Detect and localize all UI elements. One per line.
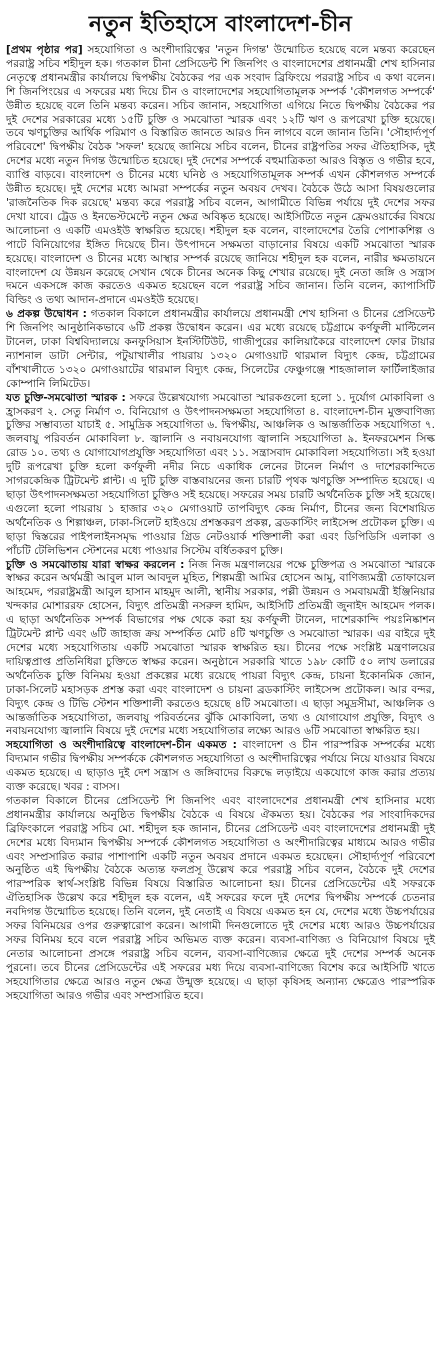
paragraph-cooperation [6, 739, 435, 795]
subheading-signatories: চুক্তি ও সমঝোতায় যারা স্বাক্ষর করলেন : [6, 558, 185, 571]
headline: নতুন ইতিহাসে বাংলাদেশ-চীন [88, 12, 353, 37]
subheading-projects: ৬ প্রকল্প উদ্বোধন : [6, 308, 87, 321]
paragraph-signatories [6, 559, 435, 740]
paragraph-lead: [প্রথম পৃষ্ঠার পর] [6, 44, 83, 56]
paragraph-text: নিজ নিজ মন্ত্রণালয়ের পক্ষে চুক্তিপত্র ও সমঝোতা স্মারকে স্বাক্ষর করেন অর্থমন্ত্রী আবুল মাল আবদুল মুহিত, শিল্পমন্ত্রী আমির হোসেন আমু, বাণিজ্যমন্ত্রী তোফায়েল আহমেদ, পররাষ্ট্রমন্ত্রী আবুল হাসান মাহমুদ আলী, স্থানীয় সরকার, পল্লী উন্নয়ন ও সমবায়মন্ত্রী ইঞ্জিনিয়ার খন্দকার মোশাররফ হোসেন, বিদ্যুৎ প্রতিমন্ত্রী নসরুল হামিদ, আইসিটি প্রতিমন্ত্রী জুনাইদ আহমেদ পলক। এ ছাড়া অর্থনৈতিক সম্পর্ক বিভাগের পক্ষ থেকে করা হয় কর্ণফুলী টানেল, দাশেরকান্দি পয়ঃনিষ্কাশন ট্রিটমেন্ট প্লান্ট এবং ৬টি জাহাজ ক্রয় সম্পর্কিত মোট ৪টি ঋণচুক্তি ও সমঝোতা স্মারক। এর বাইরে দুই দেশের মধ্যে সহযোগিতায় একটি সমঝোতা স্মারক স্বাক্ষরিত হয়। চীনের পক্ষে সংশ্লিষ্ট মন্ত্রণালয়ের দায়িত্বপ্রাপ্ত প্রতিনিধিরা চুক্তিতে স্বাক্ষর করেন। অনুষ্ঠানে সরকারি খাতে ১৯৮ কোটি ৫০ লাখ ডলারের অর্থনৈতিক চুক্তি বিনিময় হওয়া প্রকল্পের মধ্যে রয়েছে পায়রা বিদ্যুৎ কেন্দ্র, চায়না ইকোনমিক জোন, ঢাকা-সিলেট মহাসড়ক প্রশস্ত করা এবং বাংলাদেশ ও চায়না ব্রডকাস্টিং লাইসেন্স প্রটোকল। আর বন্দর, বিদ্যুৎ কেন্দ্র ও টিভি স্টেশন শক্তিশালী করতেও হয়েছে ৪টি সমঝোতা। এ ছাড়া সমুদ্রসীমা, আঞ্চলিক ও আন্তর্জাতিক সহযোগিতা, জলবায়ু পরিবর্তনের ঝুঁকি মোকাবিলা, তথ্য ও যোগাযোগ প্রযুক্তি, বিদ্যুৎ ও নবায়নযোগ্য জ্বালানি বিষয়ে দুই দেশের মধ্যে সহযোগিতার লক্ষ্যে আরও ৬টি সমঝোতা স্বাক্ষরিত হয়। [6, 558, 436, 738]
paragraph-agreements [6, 392, 435, 559]
top-strip [6, 0, 435, 10]
paragraph-text: সফরে উল্লেখযোগ্য সমঝোতা স্মারকগুলো হলো ১. দুর্যোগ মোকাবিলা ও হ্রাসকরণ ২. সেতু নির্মাণ ৩. বিনিয়োগ ও উৎপাদনসক্ষমতা সহযোগিতা ৪. বাংলাদেশ-চীন মুক্তবাণিজ্য চুক্তির সম্ভাব্যতা যাচাই ৫. সামুদ্রিক সহযোগিতা ৬. দ্বিপক্ষীয়, আঞ্চলিক ও আন্তর্জাতিক সহযোগিতা ৭. জলবায়ু পরিবর্তন মোকাবিলা ৮. জ্বালানি ও নবায়নযোগ্য জ্বালানি সহযোগিতা ৯. ইনফরমেশন সিল্ক রোড ১০. তথ্য ও যোগাযোগপ্রযুক্তি সহযোগিতা এবং ১১. সন্ত্রাসবাদ মোকাবিলা সহযোগিতা। সই হওয়া দুটি রূপরেখা চুক্তি হলো কর্ণফুলী নদীর নিচে একাধিক লেনের টানেল নির্মাণ ও দাশেরকান্দিতে সাগরকেন্দ্রিক ট্রিটমেন্ট প্লান্ট। এ দুটি চুক্তি বাস্তবায়নের জন্য চারটি পৃথক ঋণচুক্তি সম্পাদিত হয়েছে। এ ছাড়া উৎপাদনসক্ষমতা সহযোগিতা চুক্তিও সই হয়েছে। সফরের সময় চারটি অর্থনৈতিক চুক্তি সই হয়েছে। এগুলো হলো পায়রায় ১ হাজার ৩২০ মেগাওয়াট তাপবিদ্যুৎ কেন্দ্র নির্মাণ, চীনের জন্য বিশেষায়িত অর্থনৈতিক ও শিল্পাঞ্চল, ঢাকা-সিলেট হাইওয়ে প্রশস্তকরণ প্রকল্প, ব্রডকাস্টিং লাইসেন্স প্রটোকল চুক্তি। এ ছাড়া দ্বিস্তরের পাইপলাইনসমৃদ্ধ পাওয়ার গ্রিড নেটওয়ার্ক শক্তিশালী করা এবং ডিপিডিসি এলাকা ও পাঁচটি টেলিভিশন স্টেশনের মধ্যে পাওয়ার সিস্টেম বর্ধিতকরণ চুক্তি। [6, 391, 435, 557]
paragraph-text: বাংলাদেশ ও চীন পারস্পরিক সম্পর্কের মধ্যে বিদ্যমান গভীর দ্বিপক্ষীয় সম্পর্ককে কৌশলগত সহযোগিতা ও অংশীদারিত্বের পর্যায়ে নিয়ে যাওয়ার বিষয়ে একমত হয়েছে। এ ছাড়াও দুই দেশ সন্ত্রাস ও জঙ্গিবাদের বিরুদ্ধে লড়াইয়ে একযোগে কাজ করার প্রত্যয় ব্যক্ত করেছে। খবর : বাসস। [6, 739, 436, 794]
paragraph-intro [6, 44, 435, 308]
paragraph-briefing [6, 795, 435, 1004]
subheading-cooperation: সহযোগিতা ও অংশীদারিত্বে বাংলাদেশ-চীন একমত : [6, 739, 237, 752]
paragraph-projects [6, 308, 435, 391]
paragraph-text: গতকাল বিকালে প্রধানমন্ত্রীর কার্যালয়ে প্রধানমন্ত্রী শেখ হাসিনা ও চীনের প্রেসিডেন্ট শি জিনপিং আনুষ্ঠানিকভাবে ৬টি প্রকল্প উদ্বোধন করেন। এর মধ্যে রয়েছে চট্টগ্রামে কর্ণফুলী মাল্টিলেন টানেল, ঢাকা বিশ্ববিদ্যালয়ে কনফুসিয়াস ইনস্টিটিউট, গাজীপুরের কালিয়াকৈরে বাংলাদেশ ফোর টায়ার ন্যাশনাল ডাটা সেন্টার, পটুয়াখালীর পায়রায় ১৩২০ মেগাওয়াট থারমাল বিদ্যুৎ কেন্দ্র, চট্টগ্রামের বাঁশখালীতে ১৩২০ মেগাওয়াটের থারমাল বিদ্যুৎ কেন্দ্র, সিলেটের ফেঞ্চুগঞ্জে শাহজালাল ফার্টিলাইজার কোম্পানি লিমিটেড। [6, 308, 435, 390]
article-body [6, 44, 435, 1004]
paragraph-text: গতকাল বিকালে চীনের প্রেসিডেন্ট শি জিনপিং এবং বাংলাদেশের প্রধানমন্ত্রী শেখ হাসিনার মধ্যে প্রধানমন্ত্রীর কার্যালয়ে অনুষ্ঠিত দ্বিপক্ষীয় বৈঠকে এ বিষয়ে ঐকমত্য হয়। বৈঠকের পর সাংবাদিকদের ব্রিফিংকালে পররাষ্ট্র সচিব মো. শহীদুল হক জানান, চীনের প্রেসিডেন্ট এবং বাংলাদেশের প্রধানমন্ত্রী দুই দেশের মধ্যে বিদ্যমান দ্বিপক্ষীয় সম্পর্কে কৌশলগত সহযোগিতা ও অংশীদারিত্বের মাধ্যমে আরও গভীর এবং সম্প্রসারিত করার পাশাপাশি একটি নতুন অবয়ব প্রদানে একমত হয়েছেন। সৌহার্দ্যপূর্ণ পরিবেশে অনুষ্ঠিত এই দ্বিপক্ষীয় বৈঠকে অত্যন্ত ফলপ্রসূ উল্লেখ করে পররাষ্ট্র সচিব বলেন, বৈঠকে দুই দেশের পারস্পরিক স্বার্থ-সংশ্লিষ্ট বিভিন্ন বিষয়ে বিস্তারিত আলোচনা হয়। চীনের প্রেসিডেন্টের এই সফরকে ঐতিহাসিক উল্লেখ করে শহীদুল হক বলেন, এই সফরের ফলে দুই দেশের দ্বিপক্ষীয় সম্পর্কে চেতনার নবদিগন্ত উন্মোচিত হয়েছে। তিনি বলেন, দুই নেতাই এ বিষয়ে একমত হন যে, দেশের মধ্যে উচ্চপর্যায়ের সফর বিনিময়ের ওপর গুরুত্বারোপ করেন। আগামী দিনগুলোতে দুই দেশের মধ্যে আরও উচ্চপর্যায়ের সফর বিনিময় হবে বলে পররাষ্ট্র সচিব অভিমত ব্যক্ত করেন। ব্যবসা-বাণিজ্য ও বিনিয়োগ বিষয়ে দুই নেতার আলোচনা প্রসঙ্গে পররাষ্ট্র সচিব বলেন, ব্যবসা-বাণিজ্যের ক্ষেত্রে দুই দেশের সম্পর্ক অনেক পুরনো। তবে চীনের প্রেসিডেন্টের এই সফরের মধ্য দিয়ে ব্যবসা-বাণিজ্যে বিশেষ করে আইসিটি খাতে সহযোগিতার ক্ষেত্রে আরও নতুন ক্ষেত্র উন্মুক্ত হয়েছে। এ ছাড়া কৃষিসহ অন্যান্য ক্ষেত্রেও পারস্পরিক সহযোগিতা আরও গভীর এবং সম্প্রসারিত হবে। [6, 794, 435, 1002]
paragraph-text: সহযোগিতা ও অংশীদারিত্বের 'নতুন দিগন্ত' উন্মোচিত হয়েছে বলে মন্তব্য করেছেন পররাষ্ট্র সচিব শহীদুল হক। গতকাল চীনা প্রেসিডেন্ট শি জিনপিং ও বাংলাদেশের প্রধানমন্ত্রী শেখ হাসিনার নেতৃত্বে প্রধানমন্ত্রীর কার্যালয়ে দ্বিপক্ষীয় বৈঠকের পর এক সংবাদ ব্রিফিংয়ে পররাষ্ট্র সচিব এ কথা বলেন। শি জিনপিংয়ের এ সফরের মধ্য দিয়ে চীন ও বাংলাদেশের সহযোগিতামূলক সম্পর্ক 'কৌশলগত সম্পর্কে' উন্নীত হয়েছে বলে তিনি মন্তব্য করেন। সচিব জানান, সহযোগিতা এগিয়ে নিতে দ্বিপক্ষীয় বৈঠকের পর দুই দেশের সরকারের মধ্যে ১৫টি চুক্তি ও সমঝোতা স্মারক এবং ১২টি ঋণ ও রূপরেখা চুক্তি হয়েছে। তবে ঋণচুক্তির আর্থিক পরিমাণ ও বিস্তারিত জানতে আরও দিন লাগবে বলে জানান তিনি। 'সৌহার্দ্যপূর্ণ পরিবেশে' দ্বিপক্ষীয় বৈঠক 'সফল' হয়েছে জানিয়ে সচিব বলেন, চীনের রাষ্ট্রপতির সফর ঐতিহাসিক, দুই দেশের মধ্যে নতুন দিগন্ত উন্মোচিত হয়েছে। দুই দেশের সম্পর্কে বহুমাত্রিকতা আরও বিস্তৃত ও গভীর হবে, ব্যাপ্তি বাড়বে। বাংলাদেশ ও চীনের মধ্যে ঘনিষ্ঠ ও সহযোগিতামূলক সম্পর্ক এখন কৌশলগত সম্পর্কে উন্নীত হয়েছে। দুই দেশের মধ্যে আমরা সম্পর্কের নতুন অবয়ব দেখব। বৈঠকে উঠে আসা বিষয়গুলোর 'রাজনৈতিক দিক রয়েছে' মন্তব্য করে পররাষ্ট্র সচিব বলেন, আগামীতে বিভিন্ন পর্যায়ে দুই দেশের সফর দেখা যাবে। ট্রেড ও ইনভেস্টমেন্টে নতুন ক্ষেত্র অবিষ্কৃত হয়েছে। আইসিটিতে নতুন ফ্রেমওয়ার্কের বিষয়ে আলোচনা ও একটি এমওইউ স্বাক্ষরিত হয়েছে। শহীদুল হক বলেন, বাংলাদেশের তৈরি পোশাকশিল্প ও পাটে বিনিয়োগের ইঙ্গিত দিয়েছে চীন। উৎপাদনে সক্ষমতা বাড়ানোর বিষয়ে একটি সমঝোতা স্মারক হয়েছে। বাংলাদেশ ও চীনের মধ্যে আস্থার সম্পর্ক রয়েছে জানিয়ে শহীদুল হক বলেন, নারীর ক্ষমতায়নে বাংলাদেশ যে উন্নয়ন করেছে সেখান থেকে চীনের অনেক কিছু শেখার রয়েছে। দুই নেতা জঙ্গি ও সন্ত্রাস দমনে একসঙ্গে কাজ করতেও একমত হয়েছেন বলে পররাষ্ট্র সচিব জানান। তিনি বলেন, ক্যাপাসিটি বিল্ডিং ও তথ্য আদান-প্রদানে এমওইউ হয়েছে। [6, 44, 435, 307]
subheading-agreements: যত চুক্তি-সমঝোতা স্মারক : [6, 391, 126, 404]
